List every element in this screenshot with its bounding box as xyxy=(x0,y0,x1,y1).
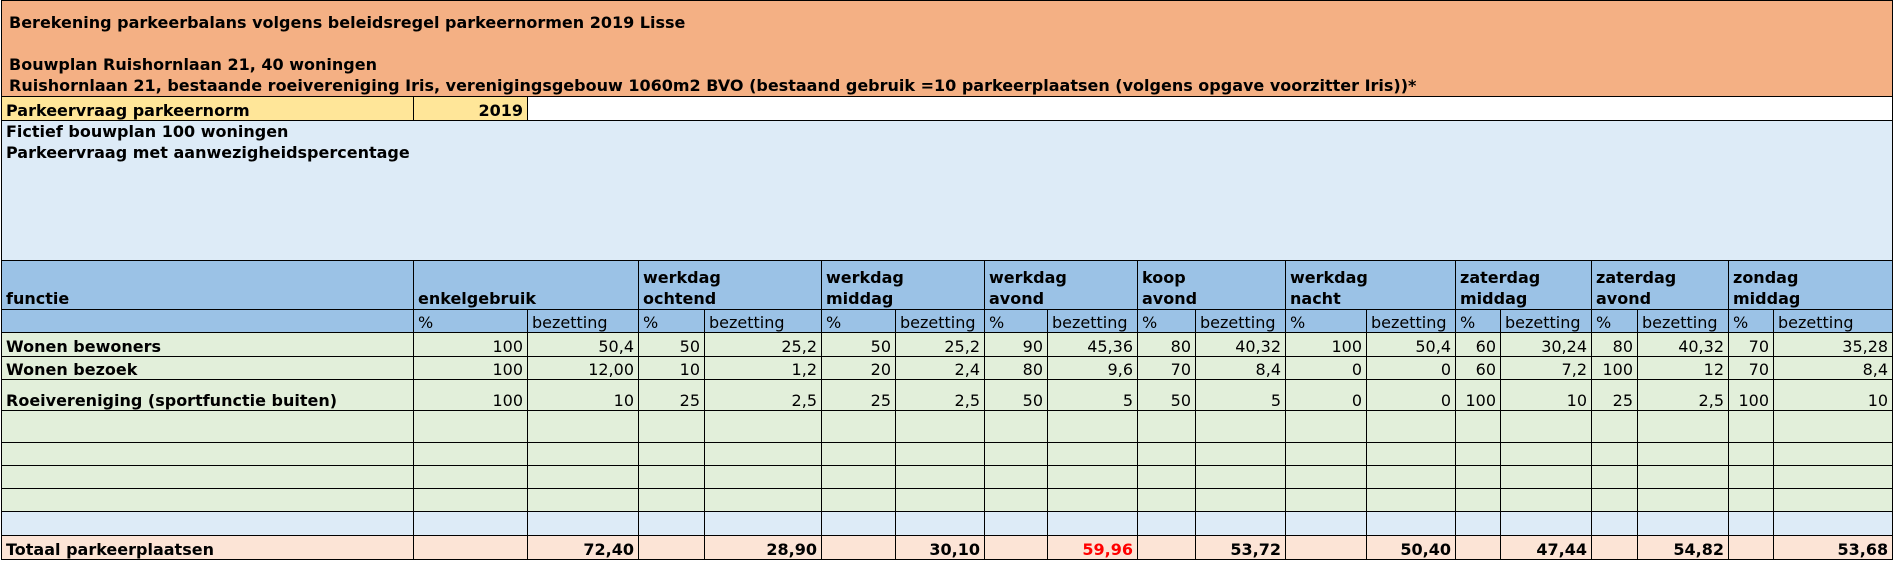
info-line-1: Fictief bouwplan 100 woningen xyxy=(6,122,289,141)
function-name[interactable]: Wonen bewoners xyxy=(2,333,414,357)
empty-cell[interactable] xyxy=(822,411,896,443)
table-row xyxy=(2,380,1893,411)
empty-cell[interactable] xyxy=(1048,466,1138,489)
subheader-bezetting[interactable]: bezetting xyxy=(1196,310,1286,333)
occupancy-cell[interactable]: 5 xyxy=(1048,380,1138,411)
empty-cell[interactable] xyxy=(1501,443,1592,466)
pct-cell[interactable]: 25 xyxy=(822,380,896,411)
subheader-pct[interactable]: % xyxy=(414,310,528,333)
empty-cell[interactable] xyxy=(1729,466,1774,489)
occupancy-cell[interactable]: 8,4 xyxy=(1774,357,1893,380)
empty-cell[interactable] xyxy=(822,466,896,489)
subheader-pct[interactable]: % xyxy=(1729,310,1774,333)
empty-row xyxy=(2,411,1893,443)
empty-cell[interactable] xyxy=(985,443,1048,466)
occupancy-cell[interactable]: 2,5 xyxy=(705,380,822,411)
occupancy-cell[interactable]: 8,4 xyxy=(1196,357,1286,380)
total-pct-empty[interactable] xyxy=(1729,536,1774,560)
empty-cell[interactable] xyxy=(1138,512,1196,536)
empty-cell[interactable] xyxy=(1774,489,1893,512)
empty-cell[interactable] xyxy=(1592,443,1638,466)
empty-cell[interactable] xyxy=(528,411,639,443)
header-period-6[interactable]: werkdag nacht xyxy=(1286,261,1456,310)
occupancy-cell[interactable]: 10 xyxy=(528,380,639,411)
subheader-bezetting[interactable]: bezetting xyxy=(1048,310,1138,333)
empty-cell[interactable] xyxy=(985,512,1048,536)
empty-cell[interactable] xyxy=(1592,512,1638,536)
occupancy-cell[interactable]: 30,24 xyxy=(1501,333,1592,357)
pct-cell[interactable]: 80 xyxy=(1138,333,1196,357)
pct-cell[interactable]: 60 xyxy=(1456,333,1501,357)
total-value[interactable]: 53,72 xyxy=(1196,536,1286,560)
empty-cell[interactable] xyxy=(705,489,822,512)
occupancy-cell[interactable]: 45,36 xyxy=(1048,333,1138,357)
occupancy-cell[interactable]: 2,5 xyxy=(896,380,985,411)
empty-cell[interactable] xyxy=(2,489,414,512)
pct-cell[interactable]: 10 xyxy=(639,357,705,380)
total-value[interactable]: 54,82 xyxy=(1638,536,1729,560)
empty-cell[interactable] xyxy=(1048,489,1138,512)
pct-cell[interactable]: 0 xyxy=(1286,357,1367,380)
total-pct-empty[interactable] xyxy=(822,536,896,560)
occupancy-cell[interactable]: 12 xyxy=(1638,357,1729,380)
subheader-pct[interactable]: % xyxy=(1286,310,1367,333)
empty-cell[interactable] xyxy=(1456,489,1501,512)
empty-cell[interactable] xyxy=(414,489,528,512)
occupancy-cell[interactable]: 7,2 xyxy=(1501,357,1592,380)
occupancy-cell[interactable]: 5 xyxy=(1196,380,1286,411)
subheader-bezetting[interactable]: bezetting xyxy=(1367,310,1456,333)
header-period-5[interactable]: koop avond xyxy=(1138,261,1286,310)
subheader-pct[interactable]: % xyxy=(1138,310,1196,333)
empty-cell[interactable] xyxy=(1774,411,1893,443)
occupancy-cell[interactable]: 40,32 xyxy=(1638,333,1729,357)
subheader-bezetting[interactable]: bezetting xyxy=(528,310,639,333)
occupancy-cell[interactable]: 2,5 xyxy=(1638,380,1729,411)
function-name[interactable]: Roeivereniging (sportfunctie buiten) xyxy=(2,380,414,411)
empty-cell[interactable] xyxy=(2,466,414,489)
empty-cell[interactable] xyxy=(1138,489,1196,512)
subheader-pct[interactable]: % xyxy=(1592,310,1638,333)
total-pct-empty[interactable] xyxy=(639,536,705,560)
total-pct-empty[interactable] xyxy=(985,536,1048,560)
pct-cell[interactable]: 25 xyxy=(1592,380,1638,411)
empty-cell[interactable] xyxy=(528,512,639,536)
empty-cell[interactable] xyxy=(1592,489,1638,512)
total-pct-empty[interactable] xyxy=(1286,536,1367,560)
empty-cell[interactable] xyxy=(896,489,985,512)
subheader-blank[interactable] xyxy=(2,310,414,333)
pct-cell[interactable]: 50 xyxy=(639,333,705,357)
empty-cell[interactable] xyxy=(1638,443,1729,466)
empty-cell[interactable] xyxy=(1456,411,1501,443)
empty-cell[interactable] xyxy=(822,512,896,536)
empty-cell[interactable] xyxy=(1729,443,1774,466)
empty-cell[interactable] xyxy=(1138,411,1196,443)
empty-cell[interactable] xyxy=(528,489,639,512)
empty-cell[interactable] xyxy=(414,443,528,466)
empty-cell[interactable] xyxy=(1286,443,1367,466)
empty-cell[interactable] xyxy=(1286,411,1367,443)
occupancy-cell[interactable]: 0 xyxy=(1367,357,1456,380)
pct-cell[interactable]: 100 xyxy=(414,333,528,357)
empty-row xyxy=(2,466,1893,489)
empty-cell[interactable] xyxy=(1138,443,1196,466)
total-value[interactable]: 59,96 xyxy=(1048,536,1138,560)
empty-cell[interactable] xyxy=(985,466,1048,489)
total-value[interactable]: 50,40 xyxy=(1367,536,1456,560)
empty-cell[interactable] xyxy=(414,411,528,443)
empty-cell[interactable] xyxy=(639,489,705,512)
empty-cell[interactable] xyxy=(985,489,1048,512)
pct-cell[interactable]: 100 xyxy=(1456,380,1501,411)
subheader-pct[interactable]: % xyxy=(1456,310,1501,333)
subheader-bezetting[interactable]: bezetting xyxy=(1774,310,1893,333)
total-label[interactable]: Totaal parkeerplaatsen xyxy=(2,536,414,560)
empty-cell[interactable] xyxy=(822,489,896,512)
occupancy-cell[interactable]: 12,00 xyxy=(528,357,639,380)
empty-cell[interactable] xyxy=(896,466,985,489)
info-block xyxy=(2,121,1893,261)
empty-cell[interactable] xyxy=(2,512,414,536)
header-period-9[interactable]: zondag middag xyxy=(1729,261,1893,310)
pct-cell[interactable]: 50 xyxy=(822,333,896,357)
pct-cell[interactable]: 100 xyxy=(414,357,528,380)
occupancy-cell[interactable]: 2,4 xyxy=(896,357,985,380)
empty-cell[interactable] xyxy=(1286,489,1367,512)
empty-cell[interactable] xyxy=(1196,512,1286,536)
empty-cell[interactable] xyxy=(1501,411,1592,443)
pct-cell[interactable]: 100 xyxy=(1729,380,1774,411)
empty-cell[interactable] xyxy=(896,411,985,443)
total-pct-empty[interactable] xyxy=(1592,536,1638,560)
norm-label[interactable]: Parkeervraag parkeernorm xyxy=(2,97,414,121)
empty-cell[interactable] xyxy=(705,443,822,466)
empty-cell[interactable] xyxy=(1367,466,1456,489)
empty-cell[interactable] xyxy=(1638,512,1729,536)
empty-cell[interactable] xyxy=(1456,466,1501,489)
occupancy-cell[interactable]: 50,4 xyxy=(1367,333,1456,357)
empty-cell[interactable] xyxy=(528,443,639,466)
empty-cell[interactable] xyxy=(1638,466,1729,489)
pct-cell[interactable]: 50 xyxy=(985,380,1048,411)
occupancy-cell[interactable]: 1,2 xyxy=(705,357,822,380)
subheader-bezetting[interactable]: bezetting xyxy=(1501,310,1592,333)
empty-cell[interactable] xyxy=(985,411,1048,443)
occupancy-cell[interactable]: 25,2 xyxy=(896,333,985,357)
empty-cell[interactable] xyxy=(1774,512,1893,536)
total-pct-empty[interactable] xyxy=(1456,536,1501,560)
total-pct-empty[interactable] xyxy=(414,536,528,560)
empty-cell[interactable] xyxy=(528,466,639,489)
subheader-bezetting[interactable]: bezetting xyxy=(1638,310,1729,333)
empty-cell[interactable] xyxy=(414,512,528,536)
info-line-2: Parkeervraag met aanwezigheidspercentage xyxy=(6,143,410,162)
pct-cell[interactable]: 70 xyxy=(1729,333,1774,357)
empty-cell[interactable] xyxy=(1774,443,1893,466)
table-row xyxy=(2,333,1893,357)
parking-balance-sheet xyxy=(1,0,1893,560)
empty-cell[interactable] xyxy=(639,411,705,443)
header-period-2[interactable]: werkdag ochtend xyxy=(639,261,822,310)
empty-cell[interactable] xyxy=(639,443,705,466)
header-period-7[interactable]: zaterdag middag xyxy=(1456,261,1592,310)
function-name[interactable]: Wonen bezoek xyxy=(2,357,414,380)
pct-cell[interactable]: 80 xyxy=(1592,333,1638,357)
pct-cell[interactable]: 90 xyxy=(985,333,1048,357)
occupancy-cell[interactable]: 10 xyxy=(1774,380,1893,411)
subheader-pct[interactable]: % xyxy=(639,310,705,333)
occupancy-cell[interactable]: 0 xyxy=(1367,380,1456,411)
subheader-pct[interactable]: % xyxy=(985,310,1048,333)
total-value[interactable]: 72,40 xyxy=(528,536,639,560)
table-row xyxy=(2,357,1893,380)
occupancy-cell[interactable]: 50,4 xyxy=(528,333,639,357)
empty-cell[interactable] xyxy=(896,443,985,466)
total-value[interactable]: 28,90 xyxy=(705,536,822,560)
total-pct-empty[interactable] xyxy=(1138,536,1196,560)
empty-row xyxy=(2,512,1893,536)
header-functie[interactable]: functie xyxy=(2,261,414,310)
empty-cell[interactable] xyxy=(1286,466,1367,489)
empty-row xyxy=(2,489,1893,512)
empty-cell[interactable] xyxy=(639,512,705,536)
empty-row xyxy=(2,443,1893,466)
empty-cell[interactable] xyxy=(414,466,528,489)
empty-cell[interactable] xyxy=(1196,411,1286,443)
empty-cell[interactable] xyxy=(1592,466,1638,489)
pct-cell[interactable]: 80 xyxy=(985,357,1048,380)
sheet-title: Berekening parkeerbalans volgens beleidsregel parkeernormen 2019 Lisse xyxy=(9,13,686,32)
title-block xyxy=(2,1,1893,97)
empty-cell[interactable] xyxy=(822,443,896,466)
empty-cell[interactable] xyxy=(1501,512,1592,536)
empty-cell[interactable] xyxy=(705,411,822,443)
empty-cell[interactable] xyxy=(1638,489,1729,512)
pct-cell[interactable]: 20 xyxy=(822,357,896,380)
empty-cell[interactable] xyxy=(1729,411,1774,443)
header-period-1[interactable]: enkelgebruik xyxy=(414,261,639,310)
total-value[interactable]: 30,10 xyxy=(896,536,985,560)
empty-cell[interactable] xyxy=(1138,466,1196,489)
empty-cell[interactable] xyxy=(1367,443,1456,466)
empty-cell[interactable] xyxy=(2,443,414,466)
empty-cell[interactable] xyxy=(896,512,985,536)
pct-cell[interactable]: 70 xyxy=(1729,357,1774,380)
occupancy-cell[interactable]: 9,6 xyxy=(1048,357,1138,380)
header-period-8[interactable]: zaterdag avond xyxy=(1592,261,1729,310)
total-value[interactable]: 47,44 xyxy=(1501,536,1592,560)
empty-cell[interactable] xyxy=(1048,512,1138,536)
existing-use-line: Ruishornlaan 21, bestaande roeivereniging Iris, verenigingsgebouw 1060m2 BVO (bestaand gebruik =10 parkeerplaatsen (volgens opgave voorzitter Iris))* xyxy=(9,76,1417,95)
empty-cell[interactable] xyxy=(639,466,705,489)
empty-cell[interactable] xyxy=(1729,512,1774,536)
occupancy-cell[interactable]: 10 xyxy=(1501,380,1592,411)
pct-cell[interactable]: 50 xyxy=(1138,380,1196,411)
pct-cell[interactable]: 60 xyxy=(1456,357,1501,380)
norm-year[interactable]: 2019 xyxy=(414,97,528,121)
total-value[interactable]: 53,68 xyxy=(1774,536,1893,560)
empty-cell[interactable] xyxy=(1367,411,1456,443)
occupancy-cell[interactable]: 25,2 xyxy=(705,333,822,357)
empty-cell[interactable] xyxy=(1367,489,1456,512)
empty-cell[interactable] xyxy=(1638,411,1729,443)
empty-cell[interactable] xyxy=(2,411,414,443)
pct-cell[interactable]: 100 xyxy=(1286,333,1367,357)
empty-cell[interactable] xyxy=(1048,443,1138,466)
empty-cell[interactable] xyxy=(1501,489,1592,512)
empty-cell[interactable] xyxy=(705,512,822,536)
plan-line: Bouwplan Ruishornlaan 21, 40 woningen xyxy=(9,55,377,74)
empty-cell[interactable] xyxy=(1592,411,1638,443)
total-row xyxy=(2,536,1893,560)
occupancy-cell[interactable]: 40,32 xyxy=(1196,333,1286,357)
subheader-bezetting[interactable]: bezetting xyxy=(705,310,822,333)
norm-empty-cell[interactable] xyxy=(528,97,1893,121)
empty-cell[interactable] xyxy=(1196,466,1286,489)
empty-cell[interactable] xyxy=(1456,512,1501,536)
empty-cell[interactable] xyxy=(1774,466,1893,489)
pct-cell[interactable]: 100 xyxy=(414,380,528,411)
occupancy-cell[interactable]: 35,28 xyxy=(1774,333,1893,357)
pct-cell[interactable]: 100 xyxy=(1592,357,1638,380)
pct-cell[interactable]: 25 xyxy=(639,380,705,411)
empty-cell[interactable] xyxy=(1196,443,1286,466)
empty-cell[interactable] xyxy=(1456,443,1501,466)
subheader-pct[interactable]: % xyxy=(822,310,896,333)
empty-cell[interactable] xyxy=(705,466,822,489)
empty-cell[interactable] xyxy=(1367,512,1456,536)
empty-cell[interactable] xyxy=(1286,512,1367,536)
header-period-3[interactable]: werkdag middag xyxy=(822,261,985,310)
subheader-bezetting[interactable]: bezetting xyxy=(896,310,985,333)
empty-cell[interactable] xyxy=(1501,466,1592,489)
empty-cell[interactable] xyxy=(1196,489,1286,512)
pct-cell[interactable]: 0 xyxy=(1286,380,1367,411)
header-period-4[interactable]: werkdag avond xyxy=(985,261,1138,310)
pct-cell[interactable]: 70 xyxy=(1138,357,1196,380)
empty-cell[interactable] xyxy=(1048,411,1138,443)
empty-cell[interactable] xyxy=(1729,489,1774,512)
